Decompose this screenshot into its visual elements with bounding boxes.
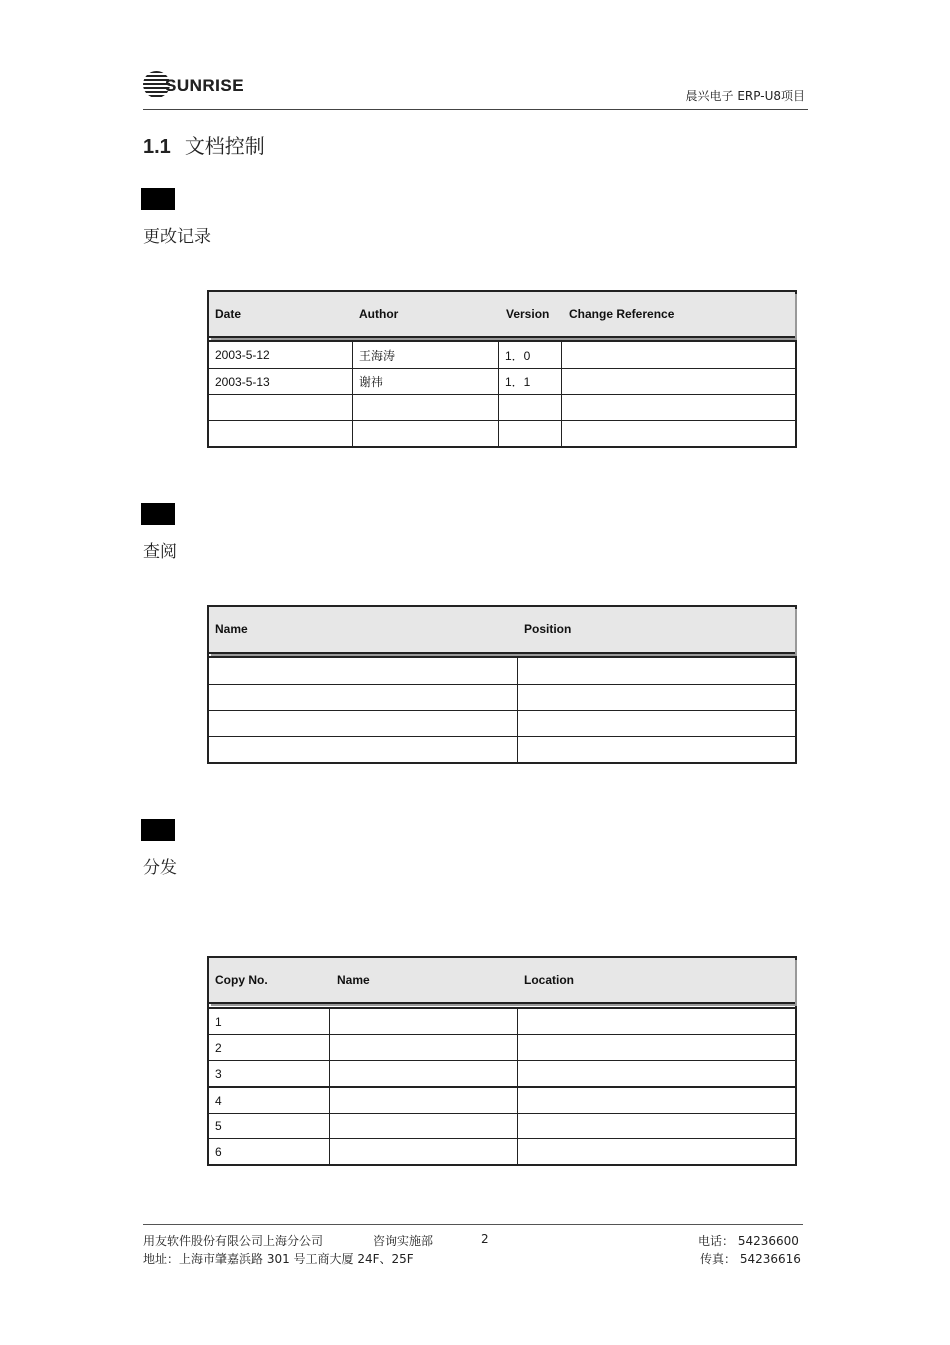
- header-project: 晨兴电子 ERP-U8项目: [685, 89, 805, 103]
- column-header: Location: [524, 973, 574, 987]
- footer-divider: [143, 1224, 803, 1225]
- table-cell: 王海涛: [352, 342, 498, 368]
- table-cell: 1: [215, 1014, 222, 1029]
- table-row: [209, 395, 795, 421]
- change-record-table: [207, 290, 797, 448]
- table-cell: 1．0: [498, 342, 561, 368]
- table-row: [209, 1139, 795, 1164]
- table-cell: [517, 711, 796, 736]
- review-title: 查阅: [143, 542, 177, 562]
- table-row: [209, 421, 795, 446]
- table-body: [209, 340, 795, 446]
- table-cell: [209, 421, 352, 446]
- table-cell: [209, 395, 352, 420]
- table-header: [209, 958, 795, 1004]
- footer-dept: 咨询实施部: [373, 1234, 434, 1248]
- table-cell: [517, 737, 796, 762]
- table-cell: [329, 1113, 517, 1138]
- table-cell: [209, 658, 517, 684]
- table-cell: [517, 1035, 796, 1060]
- column-header: Date: [215, 307, 242, 321]
- table-body: [209, 656, 795, 762]
- distribution-title: 分发: [143, 858, 177, 878]
- table-row: [209, 737, 795, 762]
- table-header: [209, 292, 795, 338]
- column-header: Name: [215, 622, 248, 636]
- table-row: [209, 685, 795, 711]
- table-cell: 2: [215, 1040, 222, 1055]
- table-cell: [561, 369, 796, 394]
- review-table: [207, 605, 797, 764]
- table-cell: [561, 342, 796, 368]
- table-row: [209, 1113, 795, 1139]
- column-header: Author: [359, 307, 399, 321]
- table-cell: 4: [215, 1093, 222, 1108]
- table-cell: [329, 1035, 517, 1060]
- table-row: [209, 342, 795, 369]
- column-header: Position: [524, 622, 572, 636]
- table-cell: [561, 395, 796, 420]
- column-header: Name: [337, 973, 370, 987]
- table-cell: [329, 1009, 517, 1034]
- table-row: [209, 1035, 795, 1061]
- table-header: [209, 607, 795, 654]
- table-cell: 2003-5-13: [215, 374, 270, 389]
- table-cell: [561, 421, 796, 446]
- table-row: [209, 1087, 795, 1114]
- table-cell: [209, 685, 517, 710]
- table-row: [209, 1061, 795, 1087]
- table-row: [209, 1009, 795, 1035]
- section-marker: [141, 503, 175, 525]
- table-cell: 6: [215, 1144, 222, 1159]
- sunrise-logo: [143, 70, 253, 100]
- table-cell: [517, 1009, 796, 1034]
- table-row: [209, 369, 795, 395]
- section-title: 文档控制: [184, 134, 265, 158]
- section-marker: [141, 188, 175, 210]
- logo-text: SUNRISE: [165, 76, 245, 95]
- table-row: [209, 711, 795, 737]
- table-cell: [329, 1139, 517, 1164]
- table-row: [209, 658, 795, 685]
- table-cell: 2003-5-12: [215, 348, 270, 362]
- section-number: 1.1: [143, 136, 171, 158]
- table-cell: [209, 737, 517, 762]
- table-cell: [498, 421, 561, 446]
- table-cell: [517, 1113, 796, 1138]
- table-cell: [498, 395, 561, 420]
- section-marker: [141, 819, 175, 841]
- table-cell: [517, 1061, 796, 1086]
- table-cell: [517, 658, 796, 684]
- table-cell: [352, 421, 498, 446]
- distribution-table: [207, 956, 797, 1166]
- table-cell: 3: [215, 1066, 222, 1081]
- change-record-title: 更改记录: [143, 227, 211, 247]
- footer-company: 用友软件股份有限公司上海分公司: [143, 1234, 324, 1248]
- header-divider: [143, 109, 808, 110]
- footer-fax: 传真： 54236616: [700, 1252, 801, 1266]
- table-cell: 1．1: [498, 369, 561, 394]
- table-cell: 5: [215, 1118, 222, 1133]
- table-cell: [517, 1088, 796, 1113]
- page-number: 2: [481, 1232, 489, 1246]
- table-cell: [352, 395, 498, 420]
- table-cell: [517, 685, 796, 710]
- table-cell: [209, 711, 517, 736]
- table-cell: [517, 1139, 796, 1164]
- column-header: Version: [506, 307, 550, 321]
- table-cell: [329, 1061, 517, 1086]
- table-cell: 谢祎: [352, 369, 498, 394]
- footer-phone: 电话： 54236600: [698, 1234, 799, 1248]
- footer-address: 地址：上海市肇嘉浜路 301 号工商大厦 24F、25F: [143, 1252, 414, 1266]
- column-header: Copy No.: [215, 973, 268, 987]
- column-header: Change Reference: [569, 307, 675, 321]
- table-cell: [329, 1088, 517, 1113]
- table-body: [209, 1007, 795, 1164]
- section-heading: [143, 130, 265, 159]
